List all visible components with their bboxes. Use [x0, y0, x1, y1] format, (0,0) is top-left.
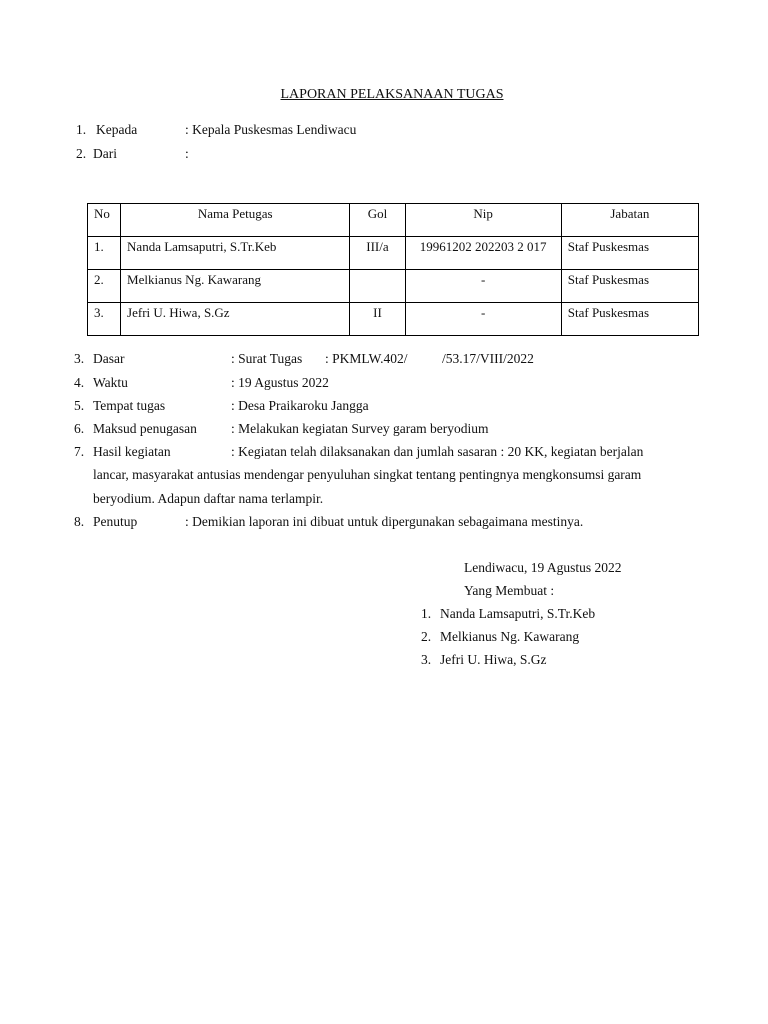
cell-no: 2. — [88, 270, 121, 303]
item-dasar-nomor-suffix: /53.17/VIII/2022 — [442, 351, 534, 366]
item-maksud-value: : Melakukan kegiatan Survey garam beryodium — [231, 421, 489, 436]
table-row — [88, 237, 699, 270]
cell-gol — [350, 270, 405, 303]
cell-no: 1. — [88, 237, 121, 270]
header-jabatan: Jabatan — [561, 204, 698, 237]
item-hasil-line2: lancar, masyarakat antusias mendengar penyuluhan singkat tentang pentingnya mengkonsumsi garam — [93, 467, 642, 482]
item-maksud-num: 6. — [74, 421, 85, 436]
item-waktu-num: 4. — [74, 375, 85, 390]
item-waktu-label: Waktu — [93, 375, 128, 390]
cell-gol: II — [350, 303, 405, 336]
header-no: No — [88, 204, 121, 237]
cell-nama: Jefri U. Hiwa, S.Gz — [121, 303, 350, 336]
cell-nip: - — [405, 303, 561, 336]
item-kepada-value: : Kepala Puskesmas Lendiwacu — [185, 122, 357, 137]
item-hasil-label: Hasil kegiatan — [93, 444, 171, 459]
item-dasar-label: Dasar — [93, 351, 125, 366]
cell-jabatan: Staf Puskesmas — [561, 303, 698, 336]
item-hasil-value: : Kegiatan telah dilaksanakan dan jumlah sasaran : 20 KK, kegiatan berjalan — [231, 444, 644, 459]
signature-num: 3. — [421, 652, 432, 667]
item-hasil-line3: beryodium. Adapun daftar nama terlampir. — [93, 491, 324, 506]
table-row — [88, 303, 699, 336]
item-penutup-label: Penutup — [93, 514, 138, 529]
signature-num: 1. — [421, 606, 432, 621]
cell-nip: - — [405, 270, 561, 303]
item-dasar-value: : Surat Tugas — [231, 351, 303, 366]
item-dasar-num: 3. — [74, 351, 85, 366]
header-nama-petugas: Nama Petugas — [121, 204, 350, 237]
signature-name: Nanda Lamsaputri, S.Tr.Keb — [440, 606, 596, 621]
item-dari-label: Dari — [93, 146, 117, 161]
item-penutup-value: : Demikian laporan ini dibuat untuk dipergunakan sebagaimana mestinya. — [185, 514, 584, 529]
cell-nama: Nanda Lamsaputri, S.Tr.Keb — [121, 237, 350, 270]
item-dari: 2. — [76, 146, 87, 161]
table-row — [88, 270, 699, 303]
item-waktu-value: : 19 Agustus 2022 — [231, 375, 329, 390]
item-kepada: 1. — [76, 122, 87, 137]
item-tempat-num: 5. — [74, 398, 85, 413]
cell-jabatan: Staf Puskesmas — [561, 270, 698, 303]
header-gol: Gol — [350, 204, 405, 237]
item-kepada-label: Kepada — [96, 122, 138, 137]
cell-gol: III/a — [350, 237, 405, 270]
cell-nip: 19961202 202203 2 017 — [405, 237, 561, 270]
signature-made-by: Yang Membuat : — [464, 583, 555, 598]
table-header-row — [88, 204, 699, 237]
item-penutup-num: 8. — [74, 514, 85, 529]
item-dasar-nomor: : PKMLW.402/ — [325, 351, 408, 366]
petugas-table — [87, 203, 699, 336]
cell-nama: Melkianus Ng. Kawarang — [121, 270, 350, 303]
document-title: LAPORAN PELAKSANAAN TUGAS — [280, 87, 504, 102]
signature-place-date: Lendiwacu, 19 Agustus 2022 — [464, 560, 622, 575]
cell-jabatan: Staf Puskesmas — [561, 237, 698, 270]
signature-name: Melkianus Ng. Kawarang — [440, 629, 580, 644]
signature-num: 2. — [421, 629, 432, 644]
item-dari-value: : — [185, 146, 189, 161]
header-nip: Nip — [405, 204, 561, 237]
item-hasil-num: 7. — [74, 444, 85, 459]
item-maksud-label: Maksud penugasan — [93, 421, 197, 436]
cell-no: 3. — [88, 303, 121, 336]
signature-name: Jefri U. Hiwa, S.Gz — [440, 652, 547, 667]
item-tempat-label: Tempat tugas — [93, 398, 166, 413]
item-tempat-value: : Desa Praikaroku Jangga — [231, 398, 369, 413]
